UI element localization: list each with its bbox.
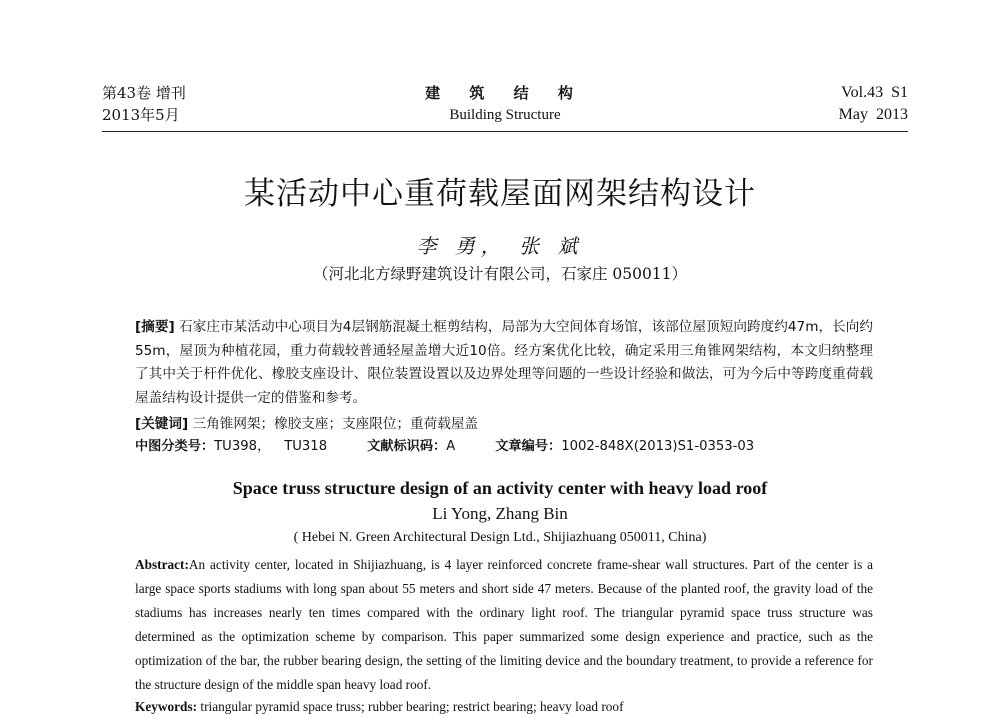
article-number-value: 1002-848X(2013)S1-0353-03 bbox=[561, 439, 755, 454]
journal-header bbox=[102, 82, 908, 130]
paper-affiliation: （河北北方绿野建筑设计有限公司，石家庄 050011） bbox=[312, 265, 688, 283]
keywords-en bbox=[135, 697, 873, 717]
header-date-en: May 2013 bbox=[838, 106, 908, 123]
journal-name-en: Building Structure bbox=[449, 107, 561, 123]
abstract-en-text: An activity center, located in Shijiazhuang, is 4 layer reinforced concrete frame-shear wall structures. Part of the center is a large space sports stadiums with long span about 55 meters and short side 47 meters. Because of the planted roof, the gravity load of the stadiums has increases nearly ten times compared with the ordinary light roof. The triangular pyramid space truss structure was determined as the optimization scheme by comparison. This paper summarized some design experience and practice, such as the optimization of the bar, the rubber bearing design, the setting of the limiting device and the boundary treatment, to provide a reference for the structure design of the middle span heavy load roof. bbox=[135, 557, 873, 692]
header-volume-cn: 第43卷 增刊 bbox=[102, 84, 186, 102]
keywords-cn bbox=[135, 413, 873, 435]
paper-authors: 李 勇， 张 斌 bbox=[416, 234, 584, 258]
abstract-en bbox=[135, 553, 873, 697]
paper-authors-en: Li Yong, Zhang Bin bbox=[432, 504, 568, 523]
doc-code-label: 文献标识码： bbox=[367, 439, 447, 454]
header-volume-en: Vol.43 S1 bbox=[841, 84, 908, 101]
classification-line bbox=[135, 436, 873, 458]
keywords-cn-label: [关键词] bbox=[135, 416, 189, 432]
header-volume-en-block bbox=[839, 82, 908, 126]
keywords-en-text: triangular pyramid space truss; rubber bearing; restrict bearing; heavy load roof bbox=[200, 699, 624, 714]
header-divider bbox=[102, 131, 908, 132]
abstract-cn-label: [摘要] bbox=[135, 319, 175, 335]
journal-name-cn: 建 筑 结 构 bbox=[425, 84, 585, 102]
clc-label: 中图分类号： bbox=[135, 439, 215, 454]
abstract-en-label: Abstract: bbox=[135, 557, 189, 572]
header-date-cn: 2013年5月 bbox=[102, 106, 180, 124]
paper-affiliation-en: ( Hebei N. Green Architectural Design Ltd., Shijiazhuang 050011, China) bbox=[293, 530, 707, 545]
header-journal-name bbox=[102, 82, 908, 126]
keywords-en-label: Keywords: bbox=[135, 699, 198, 714]
clc-value-2: TU318 bbox=[284, 439, 328, 454]
paper-title: 某活动中心重荷载屋面网架结构设计 bbox=[244, 176, 756, 212]
keywords-cn-text: 三角锥网架；橡胶支座；支座限位；重荷载屋盖 bbox=[192, 416, 479, 432]
clc-value-1: TU398， bbox=[214, 439, 271, 454]
paper-title-en: Space truss structure design of an activity center with heavy load roof bbox=[232, 478, 768, 498]
abstract-cn-text: 石家庄市某活动中心项目为4层钢筋混凝土框剪结构，局部为大空间体育场馆，该部位屋顶短向跨度约47m，长向约55m，屋顶为种植花园，重力荷载较普通轻屋盖增大近10倍。经方案优化比较，确定采用三角锥网架结构，本文归纳整理了其中关于杆件优化、橡胶支座设计、限位装置设置以及边界处理等问题的一些设计经验和做法，可为今后中等跨度重荷载屋盖结构设计提供一定的借鉴和参考。 bbox=[135, 319, 873, 406]
abstract-cn bbox=[135, 316, 873, 410]
doc-code-value: A bbox=[446, 439, 456, 454]
article-number-label: 文章编号： bbox=[495, 439, 562, 454]
